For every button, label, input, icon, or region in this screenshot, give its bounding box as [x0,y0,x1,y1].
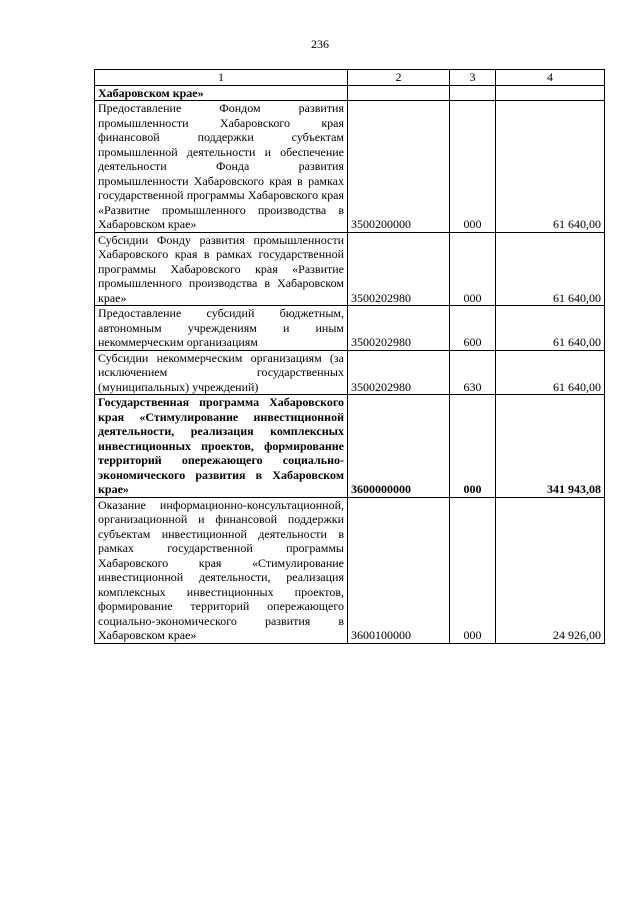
row-code: 3500202980 [348,232,450,306]
row-code: 3500200000 [348,101,450,233]
table-row [95,497,605,643]
row-code: 3600100000 [348,497,450,643]
row-type: 630 [450,350,496,395]
table-row [95,350,605,395]
row-amount: 61 640,00 [496,232,605,306]
row-amount [496,85,605,101]
row-type [450,85,496,101]
table-row [95,306,605,351]
row-amount: 61 640,00 [496,101,605,233]
column-header-2: 2 [348,70,450,86]
row-code: 3500202980 [348,350,450,395]
row-code: 3600000000 [348,395,450,498]
row-type: 000 [450,101,496,233]
row-code [348,85,450,101]
table-header-row [95,70,605,86]
row-name: Оказание информационно-консультационной, организационной и финансовой поддержки субъектам инвестиционной деятельности в рамках государственной программы Хабаровского края «Стимулирование инвестиционной деятельности, реализация комплексных инвестиционных проектов, формирование территорий опережающего социально-экономического развития в Хабаровском крае» [95,497,348,643]
page-number: 236 [311,37,329,51]
row-name: Хабаровском крае» [95,85,348,101]
table-row [95,101,605,233]
row-type: 000 [450,497,496,643]
row-name: Субсидии Фонду развития промышленности Хабаровского края в рамках государственной программы Хабаровского края «Развитие промышленного производства в Хабаровском крае» [95,232,348,306]
row-name: Государственная программа Хабаровского края «Стимулирование инвестиционной деятельности, реализация комплексных инвестиционных проектов, формирование территорий опережающего социально-экономического развития в Хабаровском крае» [95,395,348,498]
row-name: Субсидии некоммерческим организациям (за исключением государственных (муниципальных) учреждений) [95,350,348,395]
table-row [95,395,605,498]
column-header-1: 1 [95,70,348,86]
budget-table [94,69,605,644]
column-header-3: 3 [450,70,496,86]
row-type: 000 [450,395,496,498]
row-name: Предоставление субсидий бюджетным, автономным учреждениям и иным некоммерческим организациям [95,306,348,351]
row-amount: 61 640,00 [496,350,605,395]
table-row [95,85,605,101]
row-type: 600 [450,306,496,351]
table-row [95,232,605,306]
row-amount: 341 943,08 [496,395,605,498]
row-amount: 61 640,00 [496,306,605,351]
row-amount: 24 926,00 [496,497,605,643]
row-type: 000 [450,232,496,306]
row-name: Предоставление Фондом развития промышленности Хабаровского края финансовой поддержки субъектам промышленной деятельности и обеспечение деятельности Фонда развития промышленности Хабаровского края в рамках государственной программы Хабаровского края «Развитие промышленного производства в Хабаровском крае» [95,101,348,233]
column-header-4: 4 [496,70,605,86]
row-code: 3500202980 [348,306,450,351]
